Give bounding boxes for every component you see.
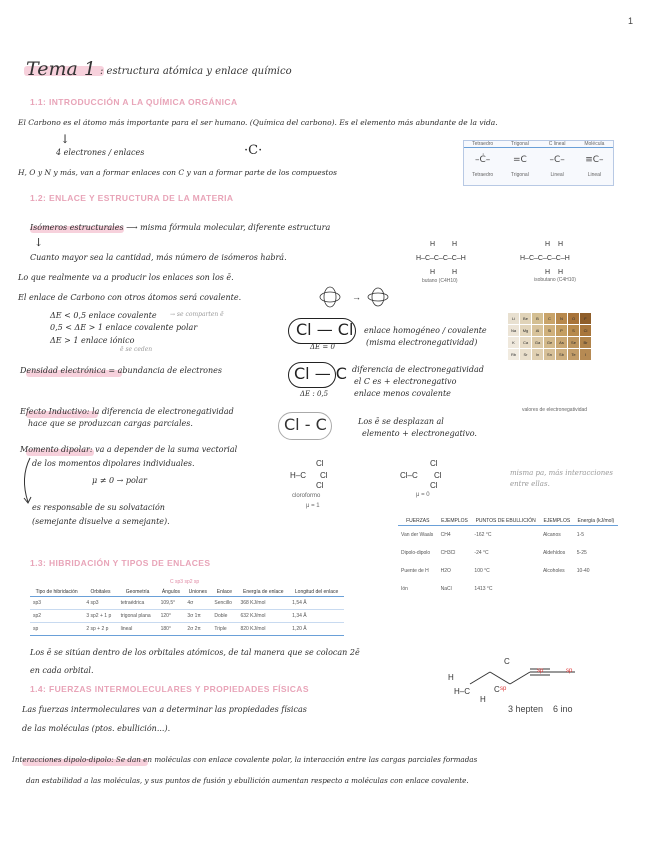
table-row xyxy=(30,610,344,623)
page-number: 1 xyxy=(628,16,634,26)
geometry-table xyxy=(463,140,614,186)
forces-header: EJEMPLOS xyxy=(438,517,472,526)
svg-text:Cl: Cl xyxy=(430,481,438,490)
geometry-header: Trigonal xyxy=(510,141,529,147)
forces-header: FUERZAS xyxy=(398,517,438,526)
section-1-2-heading: 1.2: ENLACE Y ESTRUCTURA DE LA MATERIA xyxy=(30,193,234,203)
table-cell: CH3Cl xyxy=(440,549,456,556)
geometry-cell: Trigonal xyxy=(510,172,529,178)
section-1-3-heading: 1.3: HIBRIDACIÓN Y TIPOS DE ENLACES xyxy=(30,558,211,568)
hibrid-header: Enlace xyxy=(211,588,237,597)
svg-text:H–C–C–C–C–H: H–C–C–C–C–H xyxy=(416,255,466,262)
table-cell: -24 °C xyxy=(474,549,489,556)
table-cell: -162 °C xyxy=(474,531,492,538)
table-cell: 5-25 xyxy=(576,549,587,556)
hibrid-header: Longitud del enlace xyxy=(289,588,344,597)
svg-text:Cl: Cl xyxy=(316,481,324,490)
table-cell: 1,34 Å xyxy=(292,613,307,619)
hepten-label: 3 hepten xyxy=(508,704,544,714)
dipolo-line-2: dan estabilidad a las moléculas, y sus puntos de fusión y ebullición aumentan respecto a moléculas con enlace covalente. xyxy=(26,776,469,785)
svg-text:H: H xyxy=(545,269,551,276)
svg-text:→: → xyxy=(352,292,361,302)
clc-desc-1: diferencia de electronegatividad xyxy=(352,365,484,374)
densidad-line: Densidad electrónica = abundancia de electrones xyxy=(20,366,222,375)
table-cell: 109,5° xyxy=(160,600,176,606)
geometry-header: Tetraedro xyxy=(472,141,494,147)
hibrid-header: Energía de enlace xyxy=(237,588,289,597)
responsable-line-1: es responsable de su solvatación xyxy=(32,503,165,512)
arrow-down-icon: ↓ xyxy=(60,132,71,146)
responsable-line-2: (semejante disuelve a semejante). xyxy=(32,517,170,526)
hibrid-header: Orbitales xyxy=(83,588,117,597)
table-cell: Ión xyxy=(401,585,408,592)
table-cell: sp3 xyxy=(33,600,42,606)
table-row xyxy=(30,623,344,636)
table-cell: Puente de H xyxy=(401,567,429,574)
table-cell xyxy=(574,580,618,598)
table-cell: 4 sp3 xyxy=(86,600,99,606)
table-cell: Doble xyxy=(214,613,228,619)
momento-line-1: Momento dipolar: va a depender de la suma vectorial xyxy=(20,445,238,454)
momento-line-2: de los momentos dipolares individuales. xyxy=(32,459,195,468)
svg-text:Cl: Cl xyxy=(434,471,442,480)
table-cell: Sencillo xyxy=(214,600,232,606)
de-rule-1: ΔE < 0,5 enlace covalente xyxy=(50,311,157,320)
orbitales-line-1: Los ē se sitúan dentro de los orbitales atómicos, de tal manera que se colocan 2ē xyxy=(30,648,360,657)
hon-line: H, O y N y más, van a formar enlaces con C y van a formar parte de los compuestos xyxy=(18,168,337,177)
misma-pa-note: misma pa, más interacciones entre ellas. xyxy=(510,469,613,488)
hibrid-caption: C sp3 sp2 sp xyxy=(170,579,200,585)
de-rule-3: ΔE > 1 enlace iónico xyxy=(50,336,135,345)
svg-text:Cl–C: Cl–C xyxy=(400,471,418,480)
forces-table xyxy=(398,517,618,598)
geometry-drawing: =C xyxy=(512,155,527,165)
clc-formula: Cl — C xyxy=(294,364,347,383)
table-cell: 632 KJ/mol xyxy=(240,613,266,619)
clcl-desc-1: enlace homogéneo / covalente xyxy=(364,326,487,335)
de-rule-1-note: → se comparten ē xyxy=(170,311,224,318)
table-cell: 100 °C xyxy=(474,567,490,574)
electronegativity-caption: valores de electronegatividad xyxy=(522,407,588,413)
sp-label-2: sp xyxy=(566,668,573,674)
table-cell: 1413 °C xyxy=(474,585,493,592)
ino-label: 6 ino xyxy=(553,704,573,714)
svg-text:H–C: H–C xyxy=(454,687,471,696)
svg-text:H: H xyxy=(558,241,564,248)
isomer-b-label: isobutano (C4H10) xyxy=(534,277,576,283)
isomeros-line: Isómeros estructurales ⟶ misma fórmula molecular, diferente estructura xyxy=(30,223,331,232)
geometry-header: Molécula xyxy=(584,141,605,147)
table-cell: 2σ 2π xyxy=(187,626,201,632)
geometry-drawing: –Ċ– xyxy=(474,155,491,165)
cloroformo-label: cloroformo xyxy=(292,493,321,499)
table-cell: 1,20 Å xyxy=(292,626,307,632)
svg-text:sp: sp xyxy=(500,686,507,692)
hibrid-header: Ángulos xyxy=(158,588,185,597)
table-cell: 820 KJ/mol xyxy=(240,626,266,632)
de-rule-3-note: ē se ceden xyxy=(120,346,153,353)
svg-text:H: H xyxy=(430,241,436,248)
table-row xyxy=(398,562,618,580)
table-cell: 120° xyxy=(160,613,171,619)
svg-text:H: H xyxy=(448,673,454,682)
table-cell: Van der Waals xyxy=(401,531,434,538)
hibridation-table xyxy=(30,588,344,636)
table-cell: 3σ 1π xyxy=(187,613,201,619)
table-cell: 10-40 xyxy=(576,567,590,574)
arrow-down-icon: ↓ xyxy=(34,236,44,249)
svg-text:Cl: Cl xyxy=(320,471,328,480)
table-cell: Dipolo-dipolo xyxy=(401,549,431,556)
hepten-ino-structure xyxy=(440,650,590,706)
cuanto-line: Cuanto mayor sea la cantidad, más número de isómeros habrá. xyxy=(30,253,287,262)
mu-zero-label: μ = 0 xyxy=(416,492,430,498)
svg-text:C: C xyxy=(504,657,510,666)
efecto-line-1: Efecto Inductivo: la diferencia de electronegatividad xyxy=(20,407,234,416)
title-main: Tema 1 xyxy=(26,58,96,80)
clc2-desc-2: elemento + electronegativo. xyxy=(362,429,477,438)
clc2-formula: Cl - C xyxy=(284,415,327,434)
table-cell: lineal xyxy=(120,626,133,632)
svg-text:C: C xyxy=(494,685,500,694)
svg-text:H: H xyxy=(452,269,458,276)
orbitales-line-2: en cada orbital. xyxy=(30,666,94,675)
hibrid-header: Tipo de hibridación xyxy=(30,588,83,597)
svg-text:H: H xyxy=(480,695,486,704)
geometry-cell: Lineal xyxy=(587,172,602,178)
svg-text:Cl: Cl xyxy=(316,459,324,468)
table-row xyxy=(398,580,618,598)
svg-text:Cl: Cl xyxy=(430,459,438,468)
hibrid-header: Geometría xyxy=(118,588,158,597)
carbono-line: El Carbono es el átomo más importante para el ser humano. (Química del carbono). Es el elemento más abundante de la vida. xyxy=(18,118,498,127)
table-cell: 368 KJ/mol xyxy=(240,600,266,606)
orbital-drawing xyxy=(310,282,410,312)
forces-header: PUNTOS DE EBULLICIÓN xyxy=(471,517,540,526)
chloroform-drawings xyxy=(286,454,466,494)
table-cell: NaCl xyxy=(440,585,452,592)
de-rule-2: 0,5 < ΔE > 1 enlace covalente polar xyxy=(50,323,198,332)
efecto-line-2: hace que se produzcan cargas parciales. xyxy=(28,419,193,428)
table-row xyxy=(30,597,344,610)
svg-text:H: H xyxy=(430,269,436,276)
table-cell: 1,54 Å xyxy=(292,600,307,606)
table-cell: Alcanos xyxy=(542,531,561,538)
table-cell: sp2 xyxy=(33,613,42,619)
section-1-4-heading: 1.4: FUERZAS INTERMOLECULARES Y PROPIEDADES FÍSICAS xyxy=(30,684,309,694)
table-cell: 4σ xyxy=(187,600,194,606)
table-cell: 180° xyxy=(160,626,171,632)
table-cell: Aldehídos xyxy=(542,549,566,556)
table-cell: sp xyxy=(33,626,39,632)
carbon-lewis: ·C· xyxy=(244,143,263,158)
forces-header: EJEMPLOS xyxy=(540,517,574,526)
svg-text:H: H xyxy=(545,241,551,248)
isomer-a-label: butano (C4H10) xyxy=(422,278,458,284)
table-cell: tetraédrica xyxy=(120,600,145,606)
table-cell xyxy=(540,580,574,598)
lo-que-line: Lo que realmente va a producir los enlaces son los ē. xyxy=(18,273,234,282)
clc2-desc-1: Los ē se desplazan al xyxy=(358,417,444,426)
geometry-cell: Tetraedro xyxy=(472,172,494,178)
table-cell: CH4 xyxy=(440,531,451,538)
table-row xyxy=(398,526,618,544)
geometry-drawing: –C– xyxy=(549,155,565,165)
table-cell: 3 sp2 + 1 p xyxy=(86,613,112,619)
svg-text:H: H xyxy=(452,241,458,248)
table-cell: trigonal plana xyxy=(120,613,151,619)
table-cell: 2 sp + 2 p xyxy=(86,626,109,632)
electrones-text: 4 electrones / enlaces xyxy=(56,148,145,157)
sp-label-1: sp xyxy=(537,668,544,674)
geometry-header: C lineal xyxy=(548,141,566,147)
hibrid-header: Uniones xyxy=(184,588,211,597)
clc-desc-2: el C es + electronegativo xyxy=(354,377,457,386)
clc-de: ΔE : 0,5 xyxy=(300,390,329,398)
mu-polar: μ ≠ 0 → polar xyxy=(92,476,147,485)
clc-desc-3: enlace menos covalente xyxy=(354,389,451,398)
enlace-carbono-line: El enlace de Carbono con otros átomos será covalente. xyxy=(18,293,242,302)
clcl-desc-2: (misma electronegatividad) xyxy=(366,338,478,347)
title-sub: : estructura atómica y enlace químico xyxy=(100,66,292,77)
fuerzas-line-1: Las fuerzas intermoleculares van a determinar las propiedades físicas xyxy=(22,705,307,714)
table-row xyxy=(398,544,618,562)
svg-text:H–C: H–C xyxy=(290,471,307,480)
forces-header: Energía (kJ/mol) xyxy=(574,517,618,526)
fuerzas-line-2: de las moléculas (ptos. ebullición...). xyxy=(22,724,171,733)
table-cell: H2O xyxy=(440,567,451,574)
table-cell: Triple xyxy=(214,626,227,632)
table-cell: 1-5 xyxy=(576,531,585,538)
electronegativity-table: Li Be B C N O F Na Mg Al Si P S Cl K Ca Ga Ge As Se Br Rb Sr In Sn Sb Te I xyxy=(507,312,592,361)
dipolo-line-1: Interacciones dipolo-dipolo: Se dan en moléculas con enlace covalente polar, la interacción entre las cargas parciales formadas xyxy=(12,755,478,764)
curved-arrow-icon xyxy=(18,456,38,508)
cloroformo-mu: μ = 1 xyxy=(306,503,320,509)
clcl-formula: Cl — Cl xyxy=(296,320,354,339)
geometry-cell: Lineal xyxy=(550,172,564,178)
svg-text:H: H xyxy=(558,269,564,276)
clcl-de: ΔE = 0 xyxy=(310,343,335,351)
section-1-1-heading: 1.1: INTRODUCCIÓN A LA QUÍMICA ORGÁNICA xyxy=(30,97,238,107)
svg-text:H–C–C–C–C–H: H–C–C–C–C–H xyxy=(520,255,570,262)
geometry-drawing: ≡C– xyxy=(585,155,604,165)
table-cell: Alcoholes xyxy=(542,567,565,574)
